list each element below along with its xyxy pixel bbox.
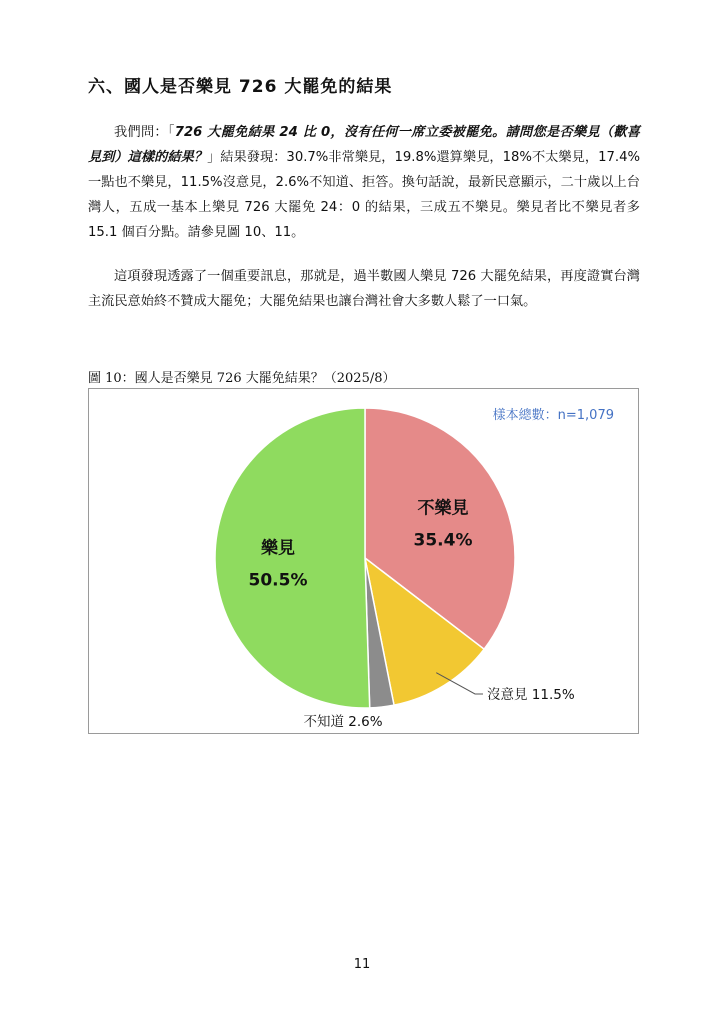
paragraph-1 (88, 120, 640, 245)
pie-chart-frame (88, 388, 639, 734)
paragraph-1-findings: 」結果發現：30.7%非常樂見，19.8%還算樂見，18%不太樂見，17.4%一點也不樂見，11.5%沒意見，2.6%不知道、拒答。換句話說，最新民意顯示，二十歲以上台灣人，五成一基本上樂見 726 大罷免 24：0 的結果，三成五不樂見。樂見者比不樂見者多 15.1 個百分點。請參見圖 10、11。 (88, 150, 640, 240)
sample-size-note: 樣本總數：n=1,079 (492, 408, 614, 423)
slice-value-不樂見: 35.4% (413, 530, 473, 551)
paragraph-2: 這項發現透露了一個重要訊息，那就是，過半數國人樂見 726 大罷免結果，再度證實台灣主流民意始終不贊成大罷免；大罷免結果也讓台灣社會大多數人鬆了一口氣。 (88, 269, 640, 309)
slice-label-不樂見: 不樂見 (417, 498, 469, 519)
figure-caption: 圖 10：國人是否樂見 726 大罷免結果？（2025/8） (88, 371, 396, 386)
slice-value-樂見: 50.5% (248, 570, 308, 591)
pie-chart (89, 389, 640, 735)
paragraph-1-lead: 我們問：「 (114, 125, 175, 140)
survey-question: 726 大罷免結果 24 比 0，沒有任何一席立委被罷免。請問您是否樂見（歡喜見到）這樣的結果？ (88, 125, 640, 165)
slice-label-沒意見: 沒意見 11.5% (487, 687, 575, 703)
page-number: 11 (353, 957, 371, 972)
slice-label-不知道: 不知道 2.6% (303, 714, 383, 730)
section-heading: 六、國人是否樂見 726 大罷免的結果 (88, 77, 393, 97)
slice-label-樂見: 樂見 (261, 538, 296, 559)
